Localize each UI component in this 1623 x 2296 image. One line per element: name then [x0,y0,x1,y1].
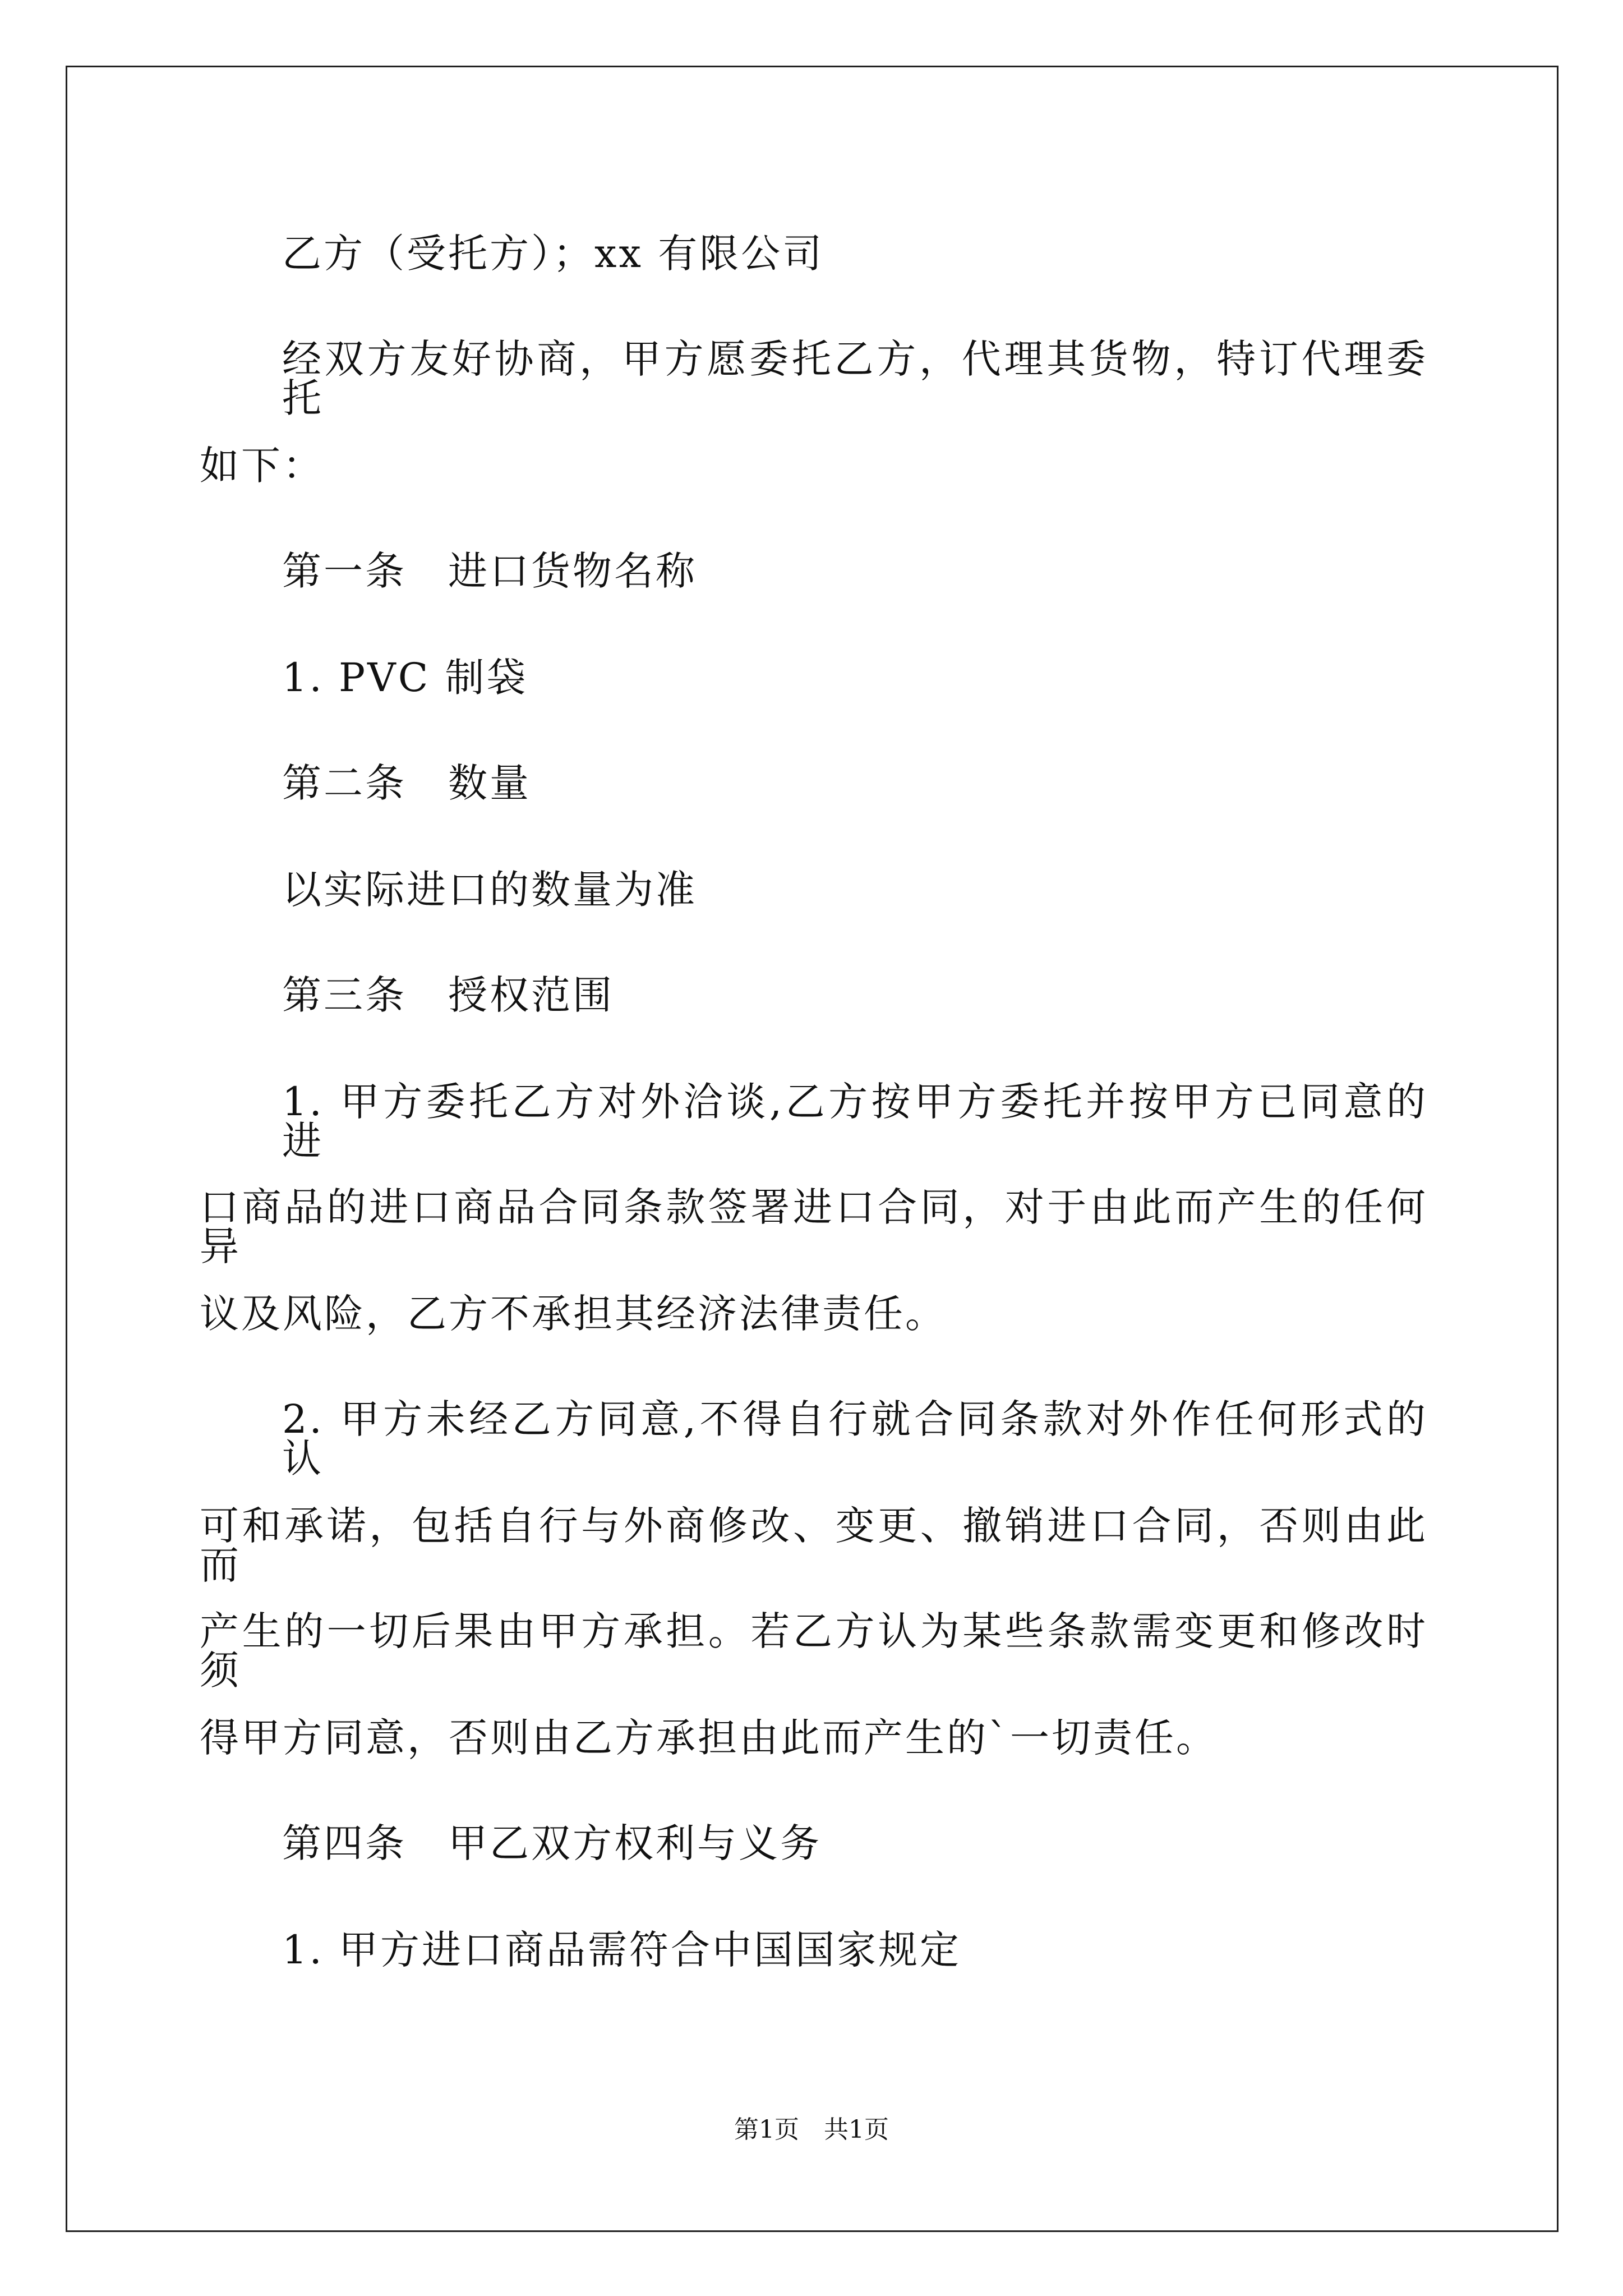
intro-paragraph-line-1: 经双方友好协商，甲方愿委托乙方，代理其货物，特订代理委托 [282,336,1428,421]
article-2-text: 以实际进口的数量为准 [282,867,697,913]
article-1-heading: 第一条 进口货物名称 [282,548,697,594]
article-3-item-2-line-1: 2. 甲方未经乙方同意,不得自行就合同条款对外作任何形式的认 [282,1396,1428,1481]
article-2-heading: 第二条 数量 [282,760,531,806]
article-4-heading: 第四条 甲乙双方权利与义务 [282,1820,822,1866]
article-3-item-1-line-3: 议及风险，乙方不承担其经济法律责任。 [200,1291,947,1337]
article-3-item-1-line-1: 1. 甲方委托乙方对外洽谈,乙方按甲方委托并按甲方已同意的进 [282,1079,1428,1164]
page-number-footer: 第1页 共1页 [734,2115,889,2144]
article-3-item-2-line-4: 得甲方同意，否则由乙方承担由此而产生的`一切责任。 [200,1715,1218,1761]
article-3-item-1-line-2: 口商品的进口商品合同条款签署进口合同，对于由此而产生的任何异 [200,1184,1428,1269]
article-3-item-2-line-3: 产生的一切后果由甲方承担。若乙方认为某些条款需变更和修改时须 [200,1608,1428,1694]
article-1-item-1: 1. PVC 制袋 [282,655,528,701]
party-b-line: 乙方（受托方）；xx 有限公司 [282,231,824,277]
article-3-heading: 第三条 授权范围 [282,972,614,1018]
article-4-item-1: 1. 甲方进口商品需符合中国国家规定 [282,1927,962,1973]
article-3-item-2-line-2: 可和承诺，包括自行与外商修改、变更、撤销进口合同，否则由此而 [200,1503,1428,1588]
intro-paragraph-line-2: 如下： [200,443,324,489]
